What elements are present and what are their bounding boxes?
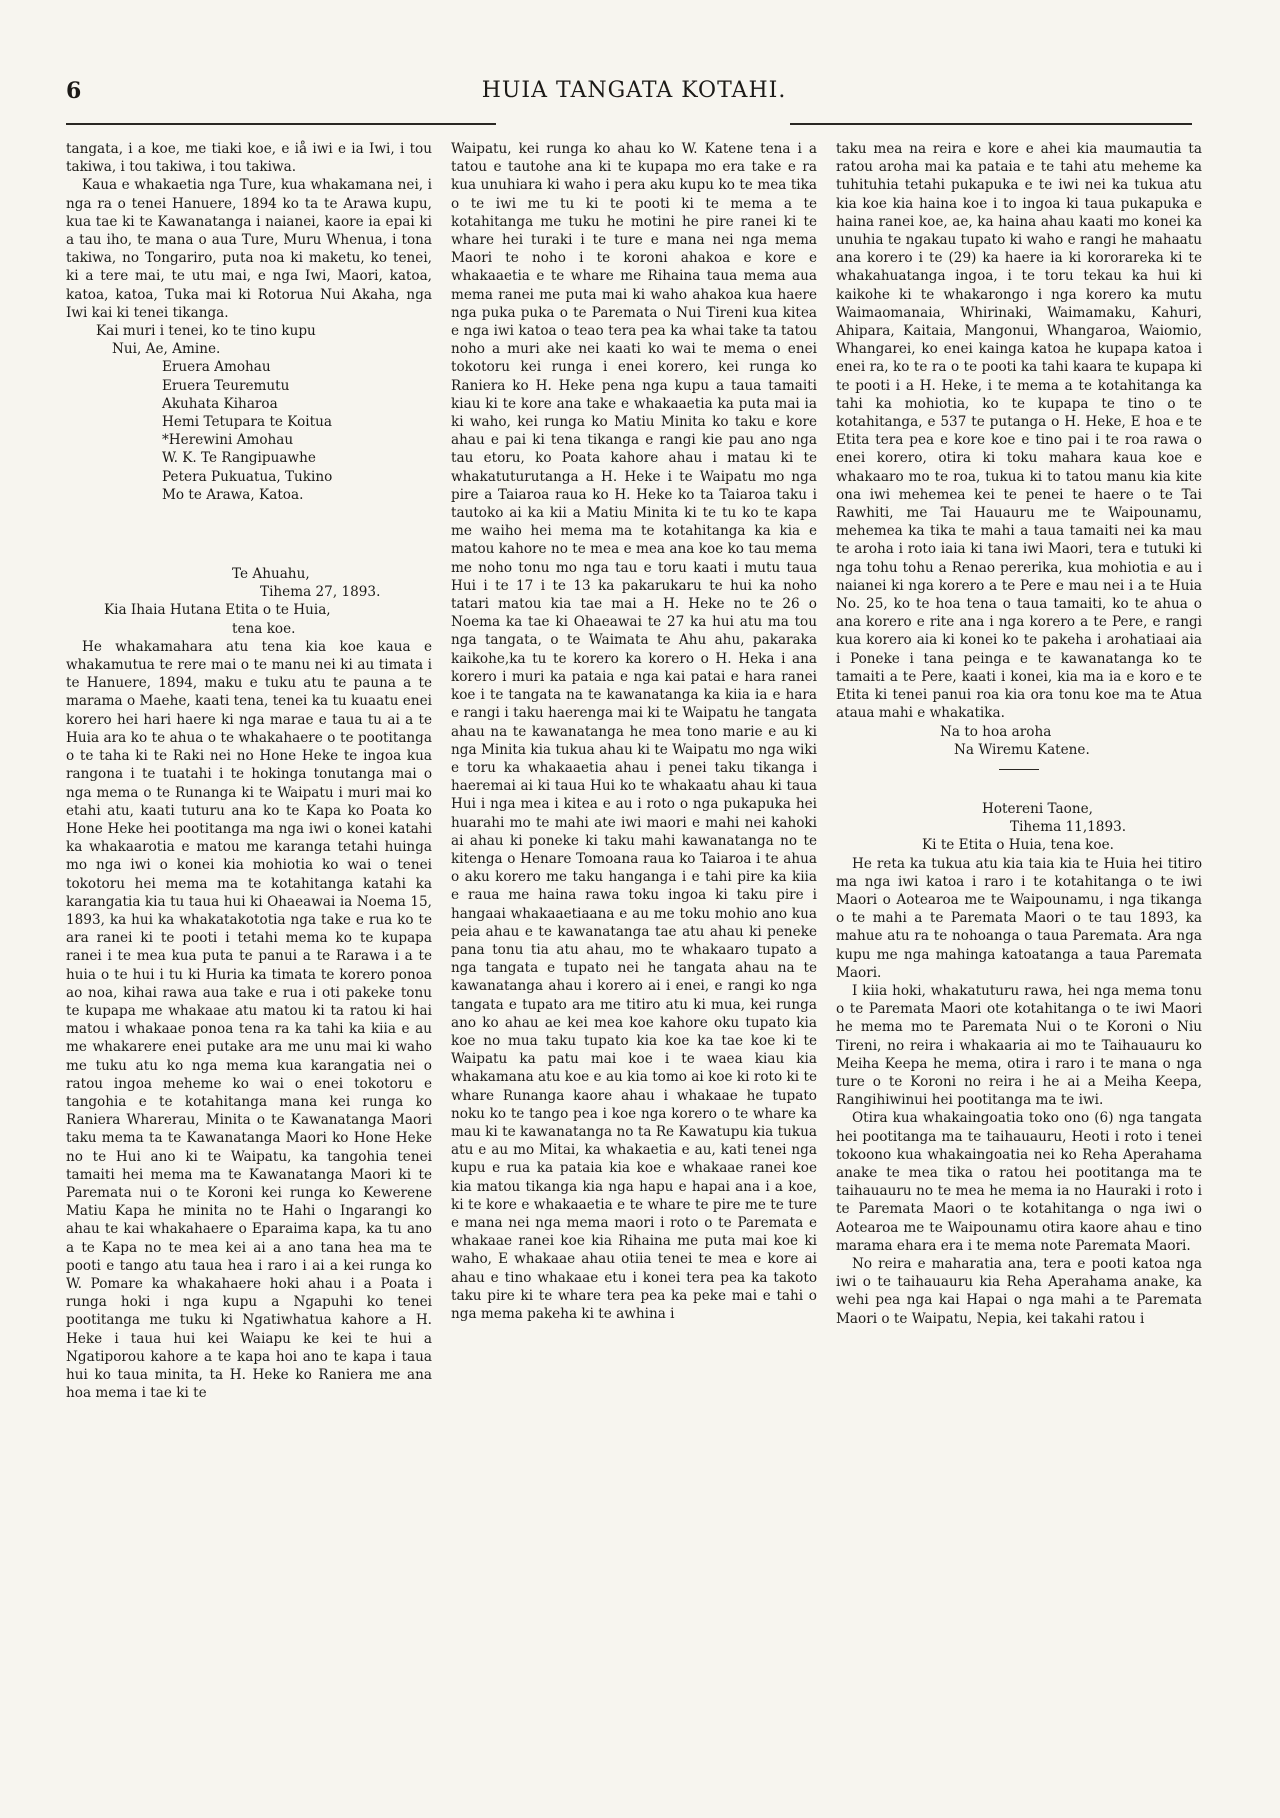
col1-para1: tangata, i a koe, me tiaki koe, e iå iwi e ia Iwi, i tou takiwa, i tou takiwa, i tou takiwa. bbox=[66, 141, 432, 176]
col3-para3: Otira kua whakaingoatia toko ono (6) nga tangata hei pootitanga ma te taihauauru, Heoti i roto i tenei tokoono kua whakaingoatia nei ko Reha Aperahama anake te mea tika o ratou hei pootitanga ma te taihauauru no te mea he mema ia no Hauraki i roto i te Paremata Maori o te kotahitanga o nga iwi o Aotearoa me te Waipounamu otira kaore ahau e tino marama ehara era i te mema note Paremata Maori. bbox=[836, 1110, 1202, 1254]
col1-para3b: Nui, Ae, Amine. bbox=[112, 341, 221, 358]
column-3 bbox=[836, 140, 1202, 1328]
col3-para1: He reta ka tukua atu kia taia kia te Huia hei titiro ma nga iwi katoa i raro i te kotahitanga o te iwi Maori o Aotearoa me te Waipounamu, i nga tikanga o te mahi a te Paremata Maori o te tau 1893, ka mahue atu ra te nohoanga o taua Paremata. Ara nga kupu me nga mahinga katoatanga a taua Paremata Maori. bbox=[836, 855, 1202, 981]
col3-closing: Na to hoa aroha bbox=[940, 723, 1052, 740]
signatory: Hemi Tetupara te Koitua bbox=[162, 414, 332, 431]
col3-para2: I kiia hoki, whakatuturu rawa, hei nga mema tonu o te Paremata Maori ote kotahitanga o te iwi Maori he mema mo te Paremata Nui o te Koroni o Niu Tireni, no reira i whakaaria ai mo te Taihauauru ko Meiha Keepa he mema, otira i raro i te mana o nga ture o te Koroni no reira i he ai a Meiha Keepa, Rangihiwinui hei pootitanga ma te iwi. bbox=[836, 982, 1202, 1109]
header-rule-left bbox=[66, 123, 496, 125]
col3-salutation: Ki te Etita o Huia, tena koe. bbox=[922, 837, 1114, 854]
col1-dateline-date: Tihema 27, 1893. bbox=[260, 584, 381, 601]
signatory: Mo te Arawa, Katoa. bbox=[162, 486, 304, 503]
col1-salutation: Kia Ihaia Hutana Etita o te Huia, bbox=[104, 602, 331, 619]
col1-letter-body: He whakamahara atu tena kia koe kaua e whakamutua te rere mai o te manu nei ki au timata i te Hanuere, 1894, maku e tuku atu te pauna a te marama o Maehe, kaati tena, tenei ka tu kuaatu enei korero hei hari haere ki nga marae e taua tu ai a te Huia ara ko te ahua o te whakahaere o te pootitanga o te taha ki te Raki nei no Hone Heke te ingoa kua rangona i te tuatahi i te hokinga tonutanga mai o nga mema o te Runanga ki te Waipatu i muri mai ko etahi atu, kaati tuturu ana ko te Kapa ko Poata ko Hone Heke hei pootitanga ma nga iwi o konei katahi ka whakaarotia e matou me karanga tetahi huinga mo nga iwi o konei kia mohiotia ko wai o tenei tokotoru hei mema ma te kotahitanga katahi ka karangatia kia tu taua hui ki Ohaeawai ia Noema 15, 1893, ka hui ka whakatakototia nga take e rua ko te ara ranei ki te pooti i tetahi mema ko te kupapa ranei i te mea kua puta te panui a te Rarawa i a te huia o te hui i tu ki Huria ka timata te korero ponoa ao noa, kihai rawa aua take e rua i oti pakeke tonu te kupapa me whakaae atu matou ki ta ratou ki hai matou i whakaae ponoa tena ra ka tahi ka kiia e au me whakarere enei putake ara me unu mai ki waho me tuku atu ko nga mema kua karangatia nei o ratou ingoa meheme ko wai o enei tokotoru e tangohia e te kotahitanga mana kei runga ko Raniera Wharerau, Minita o te Kawanatanga Maori taku mema ta te Kawanatanga Maori ko Hone Heke no te Hui ano ki te Waipatu, ka tangohia tenei tamaiti hei mema ma te Kawanatanga Maori ki te Paremata nui o te Koroni kei runga ko Kewerene Matiu Kapa he minita no te Hahi o Ingarangi ko ahau te kai whakahaere o Eparaima kapa, ka tu ano a te Kapa no te mea kei ai a ano tana hea ma te pooti e tango atu taua hea i raro i ai a kei runga ko W. Pomare ka whakahaere hoki ahau i a Poata i runga hoki i nga kupu a Ngapuhi ko tenei pootitanga me tuku ki Ngatiwhatua kahore a H. Heke i taua hui kei Waiapu ke kei te hui a Ngatiporou kahore a te kapa hoi ano te kapa i taua hui ko taua minita, ta H. Heke ko Raniera me ana hoa mema i tae ki te bbox=[66, 638, 432, 1402]
col3-signature: Na Wiremu Katene. bbox=[954, 741, 1090, 758]
signatory: Eruera Teuremutu bbox=[162, 377, 290, 394]
header-rule-right bbox=[790, 123, 1192, 125]
col3-dateline-place: Hotereni Taone, bbox=[982, 800, 1093, 817]
section-divider bbox=[999, 769, 1039, 770]
signatory: Eruera Amohau bbox=[162, 359, 271, 376]
column-1 bbox=[66, 140, 432, 1402]
signatory: Petera Pukuatua, Tukino bbox=[162, 468, 333, 485]
col2-body: Waipatu, kei runga ko ahau ko W. Katene tena i a tatou e tautohe ana ki te kupapa mo era take e ra kua unuhiara ki waho i pera aku kupu ko te mea tika o te iwi me tu ki te pooti ki te mema a te kotahitanga me tuku he motini he pire ranei ki te whare hei turaki i te ture e mana nei nga mema Maori te noho i te koroni ahakoa e kore e whakaaetia e te whare me Rihaina taua mema aua mema ranei me puta mai ki waho ahakoa kua haere nga puka puka o te Paremata o Nui Tireni kua kitea e nga iwi katoa o teao tera pea ka whai take ta tatou noho a muri ake nei kaati ko wai te mema o enei tokotoru kei runga i enei korero, kei runga ko Raniera ko H. Heke pena nga kupu a taua tamaiti kiau ki te kore ana take e whakaaetia ka puta mai ia ki waho, kei runga ko Matiu Minita ko taku e kore ahau e pai ki tena tikanga e rangi kie pau ano nga tau etoru, ko Poata kahore ahau i matau ki te whakatuturutanga a H. Heke i te Waipatu mo nga pire a Taiaroa raua ko H. Heke ko ta Taiaroa taku i tautoko ai ka kii a Matiu Minita ki te tu ko te kapa me waiho hei mema ma te kotahitanga ka kia e matou kahore no te mea e mea ana koe ko tau mema me noho tonu mo nga tau e toru kaati i mutu taua Hui i te 17 i te 13 ka pakarukaru te hui ka noho tatari matou kia tae mai a H. Heke no te 26 o Noema ka tae ki Ohaeawai te 27 ka hui atu ma tou nga tangata, o te Waimata te Ahu ahu, pakaraka kaikohe,ka tu te korero ka korero o H. Heka i ana korero i muri ka pataia e nga kai patai e hara ranei koe i te tangata na te kawanatanga ka kiia ia e hara e rangi i taku haerenga mai ki te Waipatu he tangata ahau na te kawanatanga he mea tono marie e au ki nga Minita kia tukua ahau ki te Waipatu mo nga wiki e toru ka whakaaetia ahau i penei taku tikanga i haeremai ai ki taua Hui ko te whakaatu ahau ki taua Hui i nga mea i kitea e au i roto o nga pukapuka hei huarahi mo te mahi ate iwi maori e mahi nei kahoki ai ahau ki poneke ki taku mahi kawanatanga no te kitenga o Henare Tomoana raua ko Taiaroa i te ahua o aku korero me taku hanganga i e tahi pire ka kiia e raua me haina rawa toku ingoa ki taku pire i hangaai whakaaetiaana e au me toku mohio ano kua peia ahau e te kawanatanga tae atu ahau ki peneke pana tonu tia atu ahau, mo te whakaaro tupato a nga tangata e tupato nei he tangata ahau na te kawanatanga ahau i korero ai i enei, e rangi ko nga tangata e tupato ara me titiro atu ki mua, kei runga ano ko ahau ae kei mea koe kahore oku tupato kia koe no mua taku tupato kia koe ka tae koe ki te Waipatu ka patu mai koe i te waea kiau kia whakamana atu koe e au kia tomo ai koe ki roto ki te whare Runanga kaore ahau i whakaae he tupato noku ko te tango pea i koe nga korero o te whare ka mau ki te kawanatanga no ta Re Kawatupu kia tukua atu e au mo Mitai, ka whakaetia e au, kati tenei nga kupu e rua ka pataia kia koe e whakaae ranei koe kia matou tikanga kia nga hapu e hapai ana i a koe, ki te kore e whakaaetia e te whare te pire me te ture e mana nei nga mema maori i roto o te Paremata e whakaae ranei koe kia Rihaina me puta mai koe ki waho, E whakaae ahau otiia tenei te mea e kore ai ahau e tino whakaae etu i konei tera pea ka takoto taku pire ki te whare tera pea ka peke mai e tahi o nga mema pakeha ki te awhina i bbox=[451, 141, 817, 1322]
col3-para4: No reira e maharatia ana, tera e pooti katoa nga iwi o te taihauauru kia Reha Aperahama anake, ka wehi pea nga kai Hapai o nga mahi a te Paremata Maori o te Waipatu, Nepia, kei takahi ratou i bbox=[836, 1255, 1202, 1327]
col1-salutation-cont: tena koe. bbox=[232, 620, 296, 637]
page-number: 6 bbox=[66, 78, 82, 104]
page-header bbox=[66, 74, 1202, 108]
article-columns bbox=[62, 140, 1202, 1780]
running-title: HUIA TANGATA KOTAHI. bbox=[481, 78, 787, 103]
col3-dateline-date: Tihema 11,1893. bbox=[1010, 819, 1127, 836]
signatory: Akuhata Kiharoa bbox=[162, 395, 278, 412]
col1-para3a: Kai muri i tenei, ko te tino kupu bbox=[96, 323, 316, 340]
signatory: *Herewini Amohau bbox=[162, 432, 294, 449]
signatory: W. K. Te Rangipuawhe bbox=[162, 450, 316, 467]
col1-para2: Kaua e whakaetia nga Ture, kua whakamana nei, i nga ra o tenei Hanuere, 1894 ko ta te Arawa kupu, kua tae ki te Kawanatanga i naianei, kaore ia epai ki a tau iho, te mana o aua Ture, Muru Whenua, i tona takiwa, no Tongariro, puta noa ki maketu, ko tenei, ki a tere mai, te utu mai, e nga Iwi, Maori, katoa, katoa, katoa, Tuka mai ki Rotorua Nui Akaha, nga Iwi kai ki tenei tikanga. bbox=[66, 177, 432, 321]
col3-body: taku mea na reira e kore e ahei kia maumautia ta ratou aroha mai ka pataia e te tahi atu meheme ka tuhituhia tetahi pukapuka e te iwi nei ka tukua atu kia koe kia haina koe i to ingoa ki taua pukapuka e haina ranei koe, ae, ka haina ahau kaati mo konei ka unuhia te ngakau tupato ki waho e rangi he mahaatu ana korero i te (29) ka haere ia ki kororareka ki te whakahuatanga ingoa, i te toru tekau ka hui ki kaikohe ki te whakarongo i nga korero ka mutu Waimaomanaia, Whirinaki, Waimamaku, Kahuri, Ahipara, Kaitaia, Mangonui, Whangaroa, Waiomio, Whangarei, ko enei kainga katoa he kupapa katoa i enei ra, ko te ra o te pooti ka tahi kaara te kupapa ki te pooti i a H. Heke, i te mema a te kotahitanga ka tahi ka mohiotia, ko te kupapa te tino o te kotahitanga, e 537 te putanga o H. Heke, E hoa e te Etita tera pea e kore koe e tino pai i te roa rawa o enei korero, otira ki toku mahara kaua koe e whakaaro mo te roa, tukua ki to tatou manu kia kite ona iwi mehemea kei te penei te haere o te Tai Rawhiti, me Tai Hauauru me te Waipounamu, mehemea ka tika te mahi a taua tamaiti nei ka mau te aroha i roto iaia ki tana iwi Maori, tera e tutuki ki nga tohu tohu a Renao pererika, kua mohiotia e au i naianei ki nga korero a te Pere e mau nei i a te Huia No. 25, ko te hoa tena o taua tamaiti, ko te ahua o ana korero e rite ana i nga korero a te Pere, e rangi kua korero aia ki konei ko te pakeha i arohatiaai aia i Poneke i tana peinga e te kawanatanga ko te tamaiti a te Pere, kaati i konei, kia ma ia e koro e te Etita ki tenei panui roa kia ora tonu koe ma te Atua ataua mahi e whakatika. bbox=[836, 141, 1202, 722]
col1-dateline-place: Te Ahuahu, bbox=[232, 566, 310, 583]
column-2 bbox=[451, 140, 817, 1323]
